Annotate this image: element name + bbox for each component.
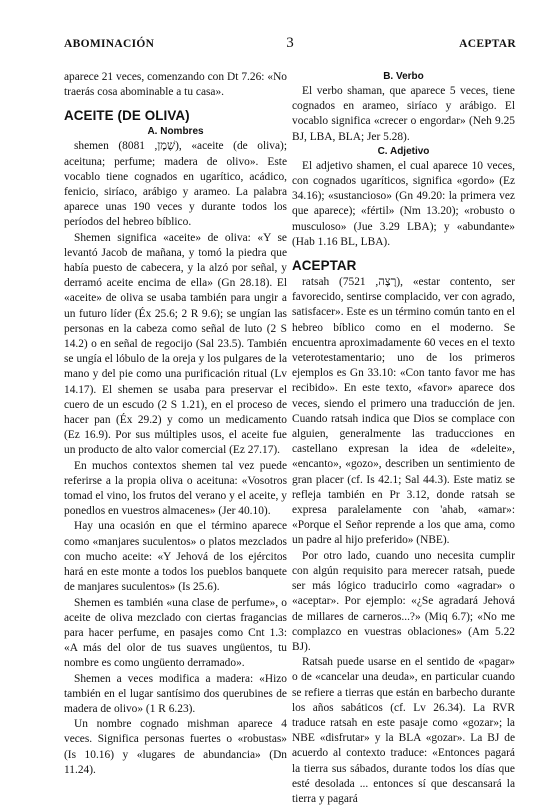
paragraph: Shemen es también «una clase de perfume», o aceite de oliva mezclado con ciertas fragancias para hacer perfume, en pasajes como Cnt 1.3: «A más del olor de tus suaves ungüentos, tu nombre es como ungüento derramado». — [64, 596, 287, 670]
paragraph: Ratsah puede usarse en el sentido de «pagar» o de «cancelar una deuda», en particular cuando se refiere a tierras que están en barbecho durante los años sabáticos (cf. Lv 26.34). La RVR traduce ratsah en este pasaje como «gozar»; la NBE «disfrutar» y la BLA «gozar». La BJ de acuerdo al contexto traduce: «Entonces pagará la tierra sus sábados, durante todos los días que esté desolada ... entonces sí que descansará la tierra y pagará — [292, 656, 515, 805]
paragraph: En muchos contextos shemen tal vez puede referirse a la propia oliva o aceituna: «Vosotros tomad el vino, los frutos del verano y el aceite, y ponedlos en vuestros almacenes» (Jer 40.10). — [64, 459, 287, 518]
paragraph: Hay una ocasión en que el término aparece como «manjares suculentos» o platos mezclados con mucho aceite: «Y Jehová de los ejércitos hará en este monte a todos los pueblos banquete de manjares suculentos» (Is 25.6). — [64, 520, 287, 594]
header-left-guideword: ABOMINACIÓN — [64, 38, 155, 50]
right-column — [292, 70, 515, 807]
paragraph: ratsah (רָצָה, 7521), «estar contento, ser favorecido, sentirse complacido, ver con agrado, satisfacer». Este es un término común tanto en el hebreo bíblico como en el moderno. Se encuentra aproximadamente 60 veces en el texto veterotestamentario; uno de los primeros ejemplos es Gn 33.10: «Con tanto favor me has recibido». En este texto, «favor» aparece dos veces, siendo el primero una traducción de jen. Cuando ratsah indica que Dios se complace con alguien, generalmente las traducciones en castellano expresan la idea de «deleite», «encanto», «gozo», describen un sentimiento de gran placer (cf. Is 42.1; Sal 44.3). Este matiz se refleja también en Pr 3.12, donde ratsah se expresa paralelamente con 'ahab, «amar»: «Porque el Señor reprende a los que ama, como un padre al hijo preferido» (NBE). — [292, 276, 516, 547]
paragraph: shemen (שֶׁמֶן, 8081), «aceite (de oliva); aceituna; perfume; madera de olivo». Este vocablo tiene cognados en ugarítico, acádico, fenicio, siríaco, arábigo y arameo. La palabra aparece unas 190 veces y durante todos los períodos del hebreo bíblico. — [64, 140, 288, 229]
paragraph: El verbo shaman, que aparece 5 veces, tiene cognados en arameo, siríaco y arábigo. El vocablo significa «crecer o engordar» (Neh 9.25 BJ, LBA, BLA; Jer 5.28). — [292, 85, 515, 143]
paragraph: Por otro lado, cuando uno necesita cumplir con algún requisito para merecer ratsah, puede ser más lógico traducirlo como «agradar» o «aceptar». Por ejemplo: «¿Se agradará Jehová de millares de carneros...?» (Miq 6.7); «No me complazco en vuestras oblaciones» (Am 5.22 BJ). — [292, 549, 515, 653]
paragraph: El adjetivo shamen, el cual aparece 10 veces, con cognados ugaríticos, significa «gordo» (Ez 34.16); «sustancioso» (Gn 49.20: la primera vez que aparece); «fértil» (Nm 13.20); «robusto o musculoso» (Jue 3.29 LBA); y «abundante» (Hab 1.16 BL, LBA). — [292, 159, 515, 248]
entry-heading-aceptar: ACEPTAR — [292, 258, 357, 274]
left-column — [64, 70, 287, 778]
subheading-adjetivo: C. Adjetivo — [377, 145, 430, 157]
paragraph: Shemen a veces modifica a madera: «Hizo también en el lugar santísimo dos querubines de madera de olivo» (1 R 6.23). — [64, 672, 287, 715]
paragraph: Shemen significa «aceite» de oliva: «Y se levantó Jacob de mañana, y tomó la piedra que había puesto de cabecera, y la alzó por señal, y derramó aceite encima de ella» (Gn 28.18). El «aceite» de oliva se usaba también para ungir a un futuro líder (Éx 25.6; 2 R 9.6); se ungían las personas en la cabeza como señal de luto (2 S 14.2) o en señal de regocijo (Sal 23.5). También se ungía el lóbulo de la oreja y los pulgares de la mano y del pie como una purificación ritual (Lv 14.17). El shemen se usaba para preservar el cuero de un escudo (2 S 1.21), en el proceso de hacer pan (Éx 29.2) y como un medicamento (Ez 16.9). Por sus múltiples usos, el aceite fue un producto de alto valor comercial (Ez 27.17). — [64, 231, 287, 457]
running-header — [64, 35, 516, 56]
subheading-verbo: B. Verbo — [383, 71, 424, 82]
paragraph: Un nombre cognado mishman aparece 4 veces. Significa personas fuertes o «robustas» (Is 10.16) y «lugares de abundancia» (Dn 11.24). — [64, 718, 287, 776]
page-number: 3 — [286, 35, 294, 51]
header-right-guideword: ACEPTAR — [459, 38, 516, 50]
subheading-nombres: A. Nombres — [147, 126, 204, 138]
continuation-paragraph: aparece 21 veces, comenzando con Dt 7.26: «No traerás cosa abominable a tu casa». — [64, 71, 287, 99]
entry-heading-aceite: ACEITE (DE OLIVA) — [64, 108, 190, 124]
